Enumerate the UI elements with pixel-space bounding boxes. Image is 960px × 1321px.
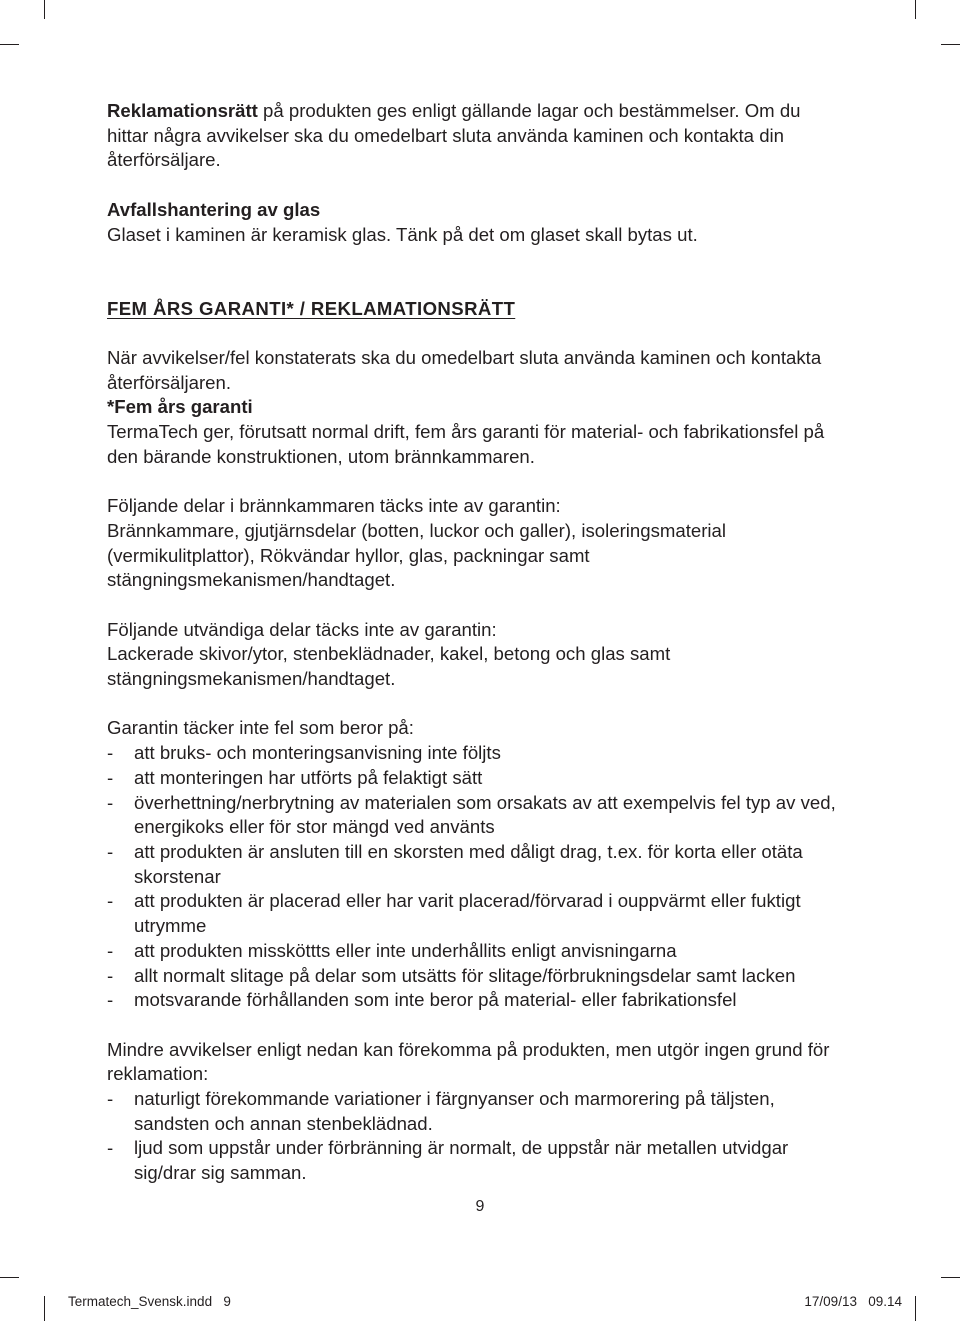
paragraph-reklamationsratt: [107, 99, 847, 173]
exclusions-list: [107, 741, 847, 1013]
page-number: 9: [475, 1198, 485, 1215]
list-item: - allt normalt slitage på delar som utsätts för slitage/förbrukningsdelar samt lacken: [107, 964, 847, 989]
list-item: - ljud som uppstår under förbränning är normalt, de uppstår när metallen utvidgar sig/drar sig samman.: [107, 1136, 847, 1185]
exclusions-intro: Garantin täcker inte fel som beror på:: [107, 717, 414, 739]
combustion-intro: Följande delar i brännkammaren täcks inte av garantin:: [107, 495, 561, 517]
crop-mark: [915, 1296, 916, 1321]
list-item: - motsvarande förhållanden som inte beror på material- eller fabrikationsfel: [107, 988, 847, 1013]
warranty-text: TermaTech ger, förutsatt normal drift, fem års garanti för material- och fabrikationsfel på den bärande konstruktionen, utom brännkammaren.: [107, 421, 825, 467]
crop-mark: [941, 44, 960, 45]
warranty-heading: *Fem års garanti: [107, 396, 253, 418]
bold-term: Reklamationsrätt: [107, 100, 258, 121]
list-item: - att produkten är placerad eller har varit placerad/förvarad i ouppvärmt eller fuktigt utrymme: [107, 889, 847, 938]
crop-mark: [0, 44, 19, 45]
list-item: - att monteringen har utförts på felaktigt sätt: [107, 766, 847, 791]
deviation-text: När avvikelser/fel konstaterats ska du omedelbart sluta använda kaminen och kontakta återförsäljaren.: [107, 346, 822, 393]
crop-mark: [44, 0, 45, 19]
minor-list: [107, 1087, 847, 1186]
section-heading: FEM ÅRS GARANTI* / REKLAMATIONSRÄTT: [107, 297, 516, 319]
crop-mark: [0, 1277, 19, 1278]
slug-timestamp: 17/09/13 09.14: [804, 1294, 902, 1309]
external-intro: Följande utvändiga delar täcks inte av garantin:: [107, 618, 497, 640]
list-item: - att bruks- och monteringsanvisning inte följts: [107, 741, 847, 766]
slug-filename: Termatech_Svensk.indd 9: [68, 1294, 231, 1309]
combustion-parts: Brännkammare, gjutjärnsdelar (botten, luckor och galler), isoleringsmaterial (vermikulitplattor), Rökvändar hyllor, glas, packningar samt stängningsmekanismen/handtaget.: [107, 519, 727, 591]
crop-mark: [915, 0, 916, 19]
glass-heading: Avfallshantering av glas: [107, 198, 321, 220]
list-item: - att produkten är ansluten till en skorsten med dåligt drag, t.ex. för korta eller otäta skorstenar: [107, 840, 847, 889]
list-item: - att produkten missköttts eller inte underhållits enligt anvisningarna: [107, 939, 847, 964]
minor-intro: Mindre avvikelser enligt nedan kan förekomma på produkten, men utgör ingen grund för reklamation:: [107, 1038, 830, 1085]
crop-mark: [941, 1277, 960, 1278]
external-parts: Lackerade skivor/ytor, stenbeklädnader, kakel, betong och glas samt stängningsmekanismen/handtaget.: [107, 643, 671, 690]
crop-mark: [44, 1296, 45, 1321]
list-item: - naturligt förekommande variationer i färgnyanser och marmorering på täljsten, sandsten och annan stenbeklädnad.: [107, 1087, 847, 1136]
list-item: - överhettning/nerbrytning av materialen som orsakats av att exempelvis fel typ av ved, energikoks eller för stor mängd ved använts: [107, 791, 847, 840]
glass-text: Glaset i kaminen är keramisk glas. Tänk på det om glaset skall bytas ut.: [107, 223, 698, 245]
page-body: [107, 99, 847, 1186]
paragraph-text: på produkten ges enligt gällande lagar och bestämmelser. Om du hittar några avvikelser ska du omedelbart sluta använda kaminen och kontakta din återförsäljare.: [107, 100, 801, 171]
